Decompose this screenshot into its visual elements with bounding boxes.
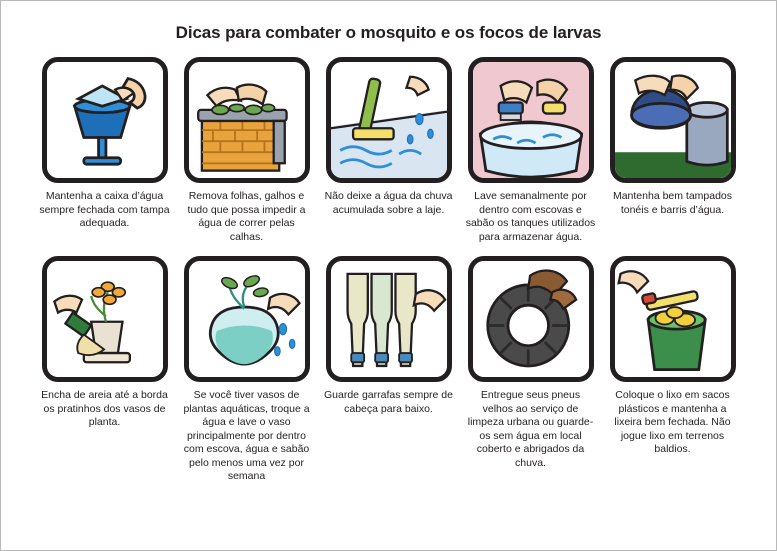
fishbowl-plant-icon [189, 261, 305, 377]
tip-card-water-tank-lid [37, 57, 173, 231]
page-title: Dicas para combater o mosquito e os focos de larvas [175, 23, 602, 42]
hands-cleaning-gutter-icon [189, 62, 305, 178]
sand-in-plant-saucer-icon [47, 261, 163, 377]
tips-row-2 [1, 256, 776, 484]
tip-caption: Entregue seus pneus velhos ao serviço de limpeza urbana ou guarde-os sem água em local coberto e abrigados da chuva. [467, 389, 594, 469]
tip-caption: Mantenha a caixa d’água sempre fechada com tampa adequada. [39, 190, 170, 229]
tip-card-clean-gutters [179, 57, 315, 244]
tip-illustration-frame [610, 256, 736, 382]
tip-illustration-frame [184, 57, 310, 183]
tip-card-cover-barrels [605, 57, 741, 217]
brush-and-soap-tank-icon [473, 62, 589, 178]
water-tank-with-lid-icon [47, 62, 163, 178]
squeegee-on-slab-icon [331, 62, 447, 178]
tip-card-scrub-water-tanks [463, 57, 599, 244]
tip-illustration-frame [468, 256, 594, 382]
tip-illustration-frame [326, 57, 452, 183]
tip-card-sand-in-saucers [37, 256, 173, 430]
tip-caption: Remova folhas, galhos e tudo que possa impedir a água de correr pelas calhas. [187, 190, 306, 243]
tip-illustration-frame [610, 57, 736, 183]
tip-card-trash-in-closed-bags [605, 256, 741, 457]
tip-illustration-frame [468, 57, 594, 183]
tip-caption: Lave semanalmente por dentro com escovas e sabão os tanques utilizados para armazenar água. [465, 190, 596, 243]
tip-caption: Não deixe a água da chuva acumulada sobre a laje. [324, 190, 453, 216]
tip-card-aquatic-plant-vases [179, 256, 315, 484]
tips-row-1 [1, 57, 776, 244]
tip-illustration-frame [184, 256, 310, 382]
tip-caption: Mantenha bem tampados tonéis e barris d’água. [612, 190, 733, 216]
tip-illustration-frame [326, 256, 452, 382]
tip-caption: Coloque o lixo em sacos plásticos e mantenha a lixeira bem fechada. Não jogue lixo em terrenos baldios. [614, 389, 731, 455]
tip-illustration-frame [42, 256, 168, 382]
tip-caption: Se você tiver vasos de plantas aquáticas, troque a água e lave o vaso principalmente por dentro com escova, água e sabão pelo menos uma vez por semana [183, 389, 310, 482]
tip-card-roof-slab-water [321, 57, 457, 217]
trash-bin-with-bag-icon [615, 261, 731, 377]
tip-card-store-bottles-upside-down [321, 256, 457, 416]
tip-caption: Guarde garrafas sempre de cabeça para baixo. [324, 389, 453, 415]
tip-caption: Encha de areia até a borda os pratinhos dos vasos de planta. [41, 389, 168, 428]
tip-illustration-frame [42, 57, 168, 183]
tire-icon [473, 261, 589, 377]
bottles-upside-down-icon [331, 261, 447, 377]
barrel-with-lid-icon [615, 62, 731, 178]
tip-card-dispose-old-tires [463, 256, 599, 470]
